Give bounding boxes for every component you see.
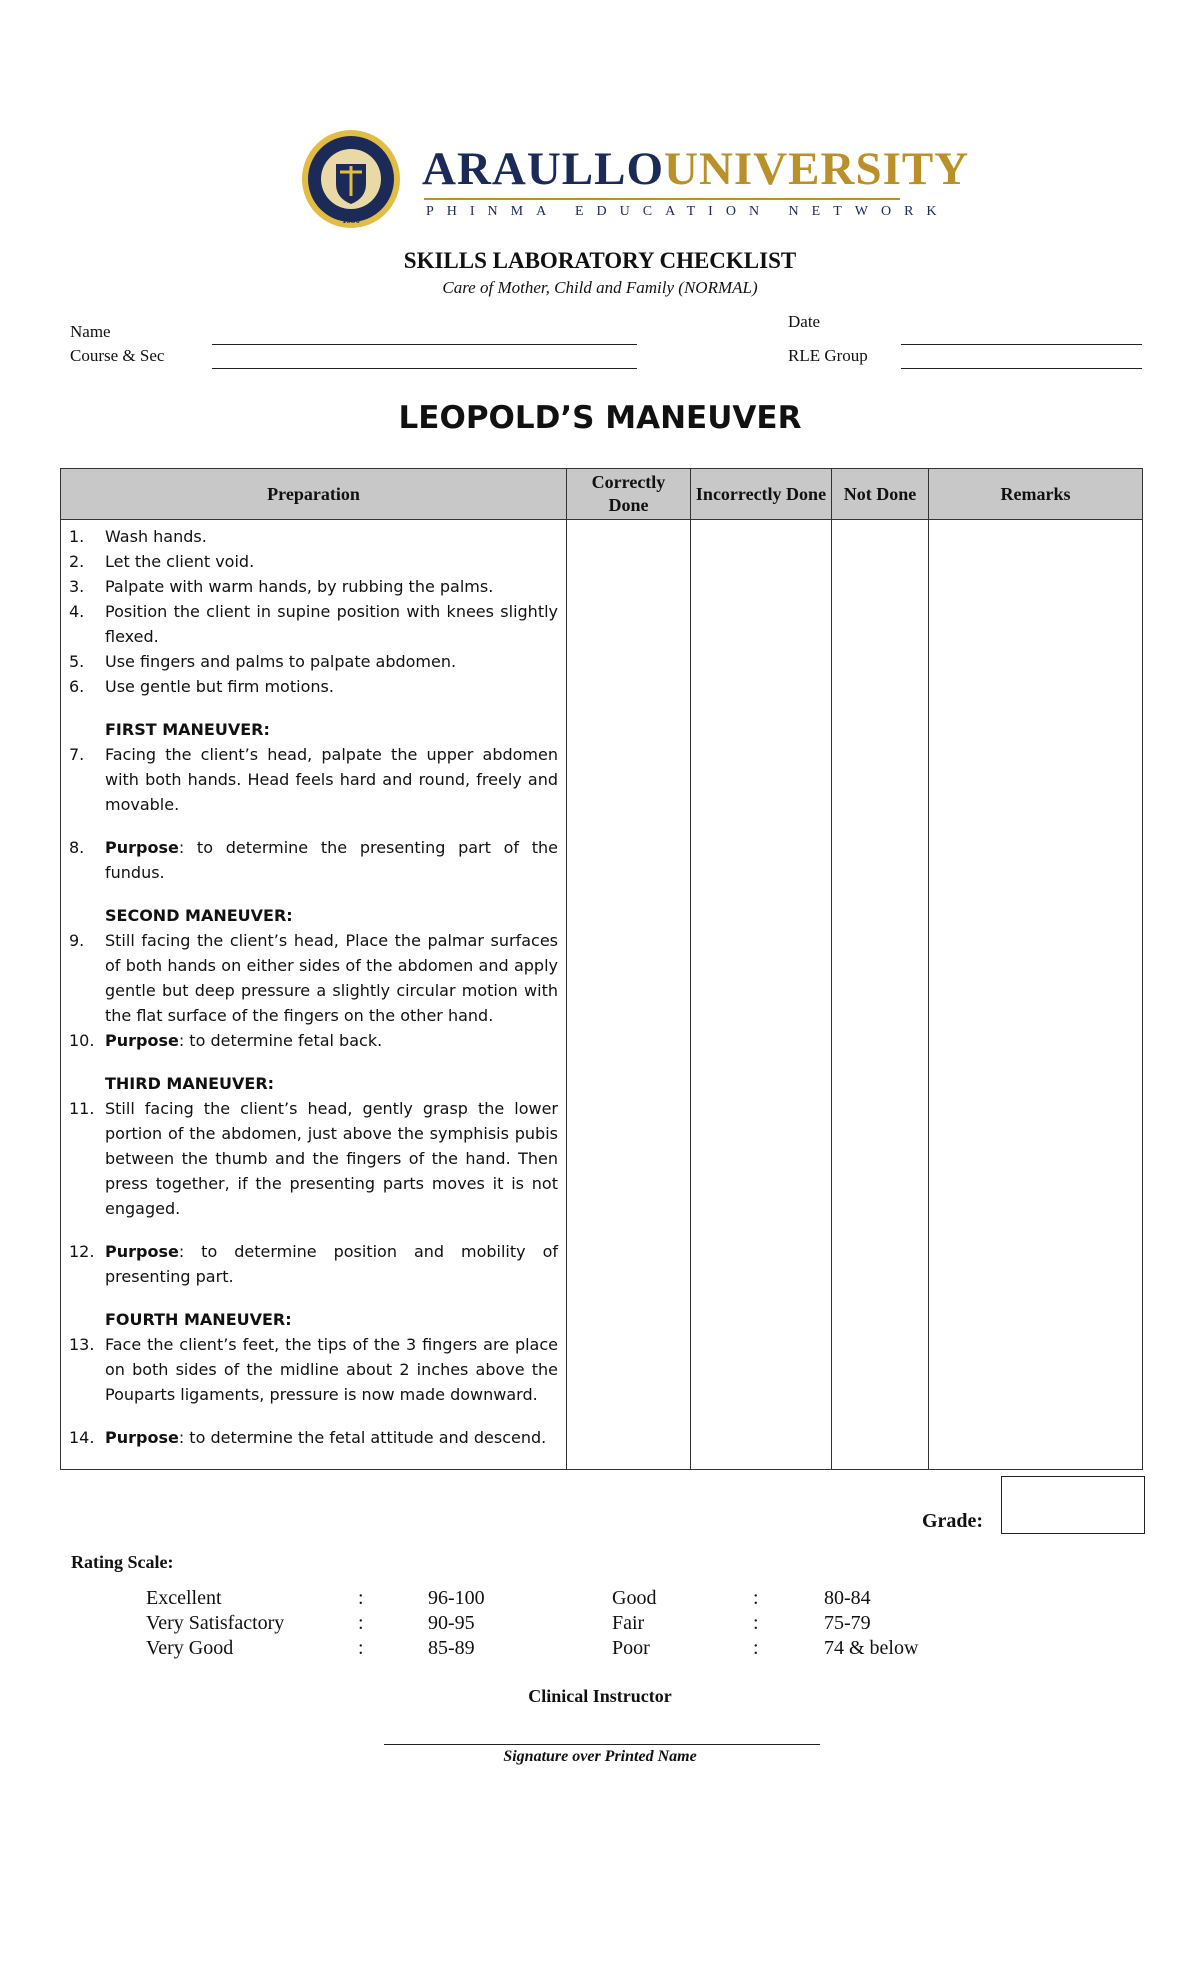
rating-label: Good: [612, 1587, 657, 1609]
list-item: 10. Purpose: to determine fetal back.: [69, 1031, 383, 1050]
signature-caption: Signature over Printed Name: [503, 1748, 697, 1765]
rle-group-field[interactable]: [901, 368, 1142, 369]
column-header-correctly-done: Correctly Done: [567, 469, 691, 520]
clinical-instructor-label: Clinical Instructor: [528, 1686, 672, 1706]
column-header-not-done: Not Done: [832, 469, 929, 520]
rating-separator: :: [358, 1587, 364, 1609]
list-item: 2. Let the client void.: [69, 552, 255, 571]
rating-label: Poor: [612, 1637, 650, 1659]
rating-separator: :: [358, 1637, 364, 1659]
page-subtitle: Care of Mother, Child and Family (NORMAL): [442, 278, 758, 297]
date-field[interactable]: [901, 344, 1142, 345]
course-field[interactable]: [212, 368, 637, 369]
page-title: SKILLS LABORATORY CHECKLIST: [403, 248, 797, 273]
date-label: Date: [788, 312, 821, 331]
list-item: 1. Wash hands.: [69, 527, 207, 546]
rle-group-label: RLE Group: [788, 346, 868, 365]
list-item: 9. Still facing the client’s head, Place the palmar surfaces of both hands on either sides of the abdomen and apply gentle but deep pressure a slightly circular motion with the flat surface of the fingers on the other hand.: [69, 931, 558, 1025]
list-item: 11. Still facing the client’s head, gently grasp the lower portion of the abdomen, just above the symphisis pubis between the thumb and the fingers of the hand. Then press together, if the presenting parts moves it is not engaged.: [69, 1099, 558, 1218]
column-header-preparation: Preparation: [61, 469, 567, 520]
list-item: 12. Purpose: to determine position and mobility of presenting part.: [69, 1242, 558, 1286]
rating-range: 75-79: [824, 1612, 871, 1634]
list-item: 8. Purpose: to determine the presenting part of the fundus.: [69, 838, 558, 882]
name-label: Name: [70, 322, 111, 341]
name-field[interactable]: [212, 344, 637, 345]
rating-range: 80-84: [824, 1587, 871, 1609]
column-header-incorrectly-done: Incorrectly Done: [691, 469, 832, 520]
table-header-row: [61, 469, 1143, 520]
incorrectly-done-cell[interactable]: [691, 520, 832, 1470]
rating-range: 74 & below: [824, 1637, 919, 1659]
university-seal-icon: [300, 128, 402, 230]
not-done-cell[interactable]: [832, 520, 929, 1470]
rating-separator: :: [753, 1587, 759, 1609]
procedure-title: LEOPOLD’S MANEUVER: [398, 400, 802, 436]
list-item: 6. Use gentle but firm motions.: [69, 677, 334, 696]
rating-separator: :: [753, 1612, 759, 1634]
second-maneuver-heading: SECOND MANEUVER:: [105, 906, 293, 925]
first-maneuver-heading: FIRST MANEUVER:: [105, 720, 270, 739]
rating-label: Fair: [612, 1612, 645, 1634]
preparation-cell: [61, 520, 567, 1470]
rating-range: 90-95: [428, 1612, 475, 1634]
third-maneuver-heading: THIRD MANEUVER:: [105, 1074, 275, 1093]
svg-text:1950: 1950: [342, 215, 360, 225]
remarks-cell[interactable]: [929, 520, 1143, 1470]
logo-subtitle: PHINMA EDUCATION NETWORK: [426, 204, 950, 219]
rating-label: Very Good: [146, 1637, 234, 1659]
table-row: [61, 520, 1143, 1470]
column-header-remarks: Remarks: [929, 469, 1143, 520]
list-item: 7. Facing the client’s head, palpate the upper abdomen with both hands. Head feels hard and round, freely and movable.: [69, 745, 558, 814]
university-logo: [300, 128, 970, 230]
grade-box[interactable]: [1001, 1476, 1145, 1534]
rating-label: Excellent: [146, 1587, 222, 1609]
list-item: 3. Palpate with warm hands, by rubbing the palms.: [69, 577, 494, 596]
rating-range: 96-100: [428, 1587, 485, 1609]
correctly-done-cell[interactable]: [567, 520, 691, 1470]
course-label: Course & Sec: [70, 346, 165, 365]
list-item: 13. Face the client’s feet, the tips of the 3 fingers are place on both sides of the midline about 2 inches above the Pouparts ligaments, pressure is now made downward.: [69, 1335, 558, 1404]
rating-separator: :: [753, 1637, 759, 1659]
rating-range: 85-89: [428, 1637, 475, 1659]
signature-field[interactable]: [384, 1744, 820, 1745]
fourth-maneuver-heading: FOURTH MANEUVER:: [105, 1310, 292, 1329]
checklist-table: [60, 468, 1143, 1470]
university-name: ARAULLOUNIVERSITY: [422, 143, 970, 195]
rating-separator: :: [358, 1612, 364, 1634]
list-item: 5. Use fingers and palms to palpate abdomen.: [69, 652, 457, 671]
logo-divider: [424, 198, 900, 200]
list-item: 14. Purpose: to determine the fetal attitude and descend.: [69, 1428, 547, 1447]
list-item: 4. Position the client in supine position with knees slightly flexed.: [69, 602, 558, 646]
rating-label: Very Satisfactory: [146, 1612, 285, 1634]
rating-scale-title: Rating Scale:: [71, 1552, 174, 1572]
grade-label: Grade:: [922, 1510, 984, 1532]
